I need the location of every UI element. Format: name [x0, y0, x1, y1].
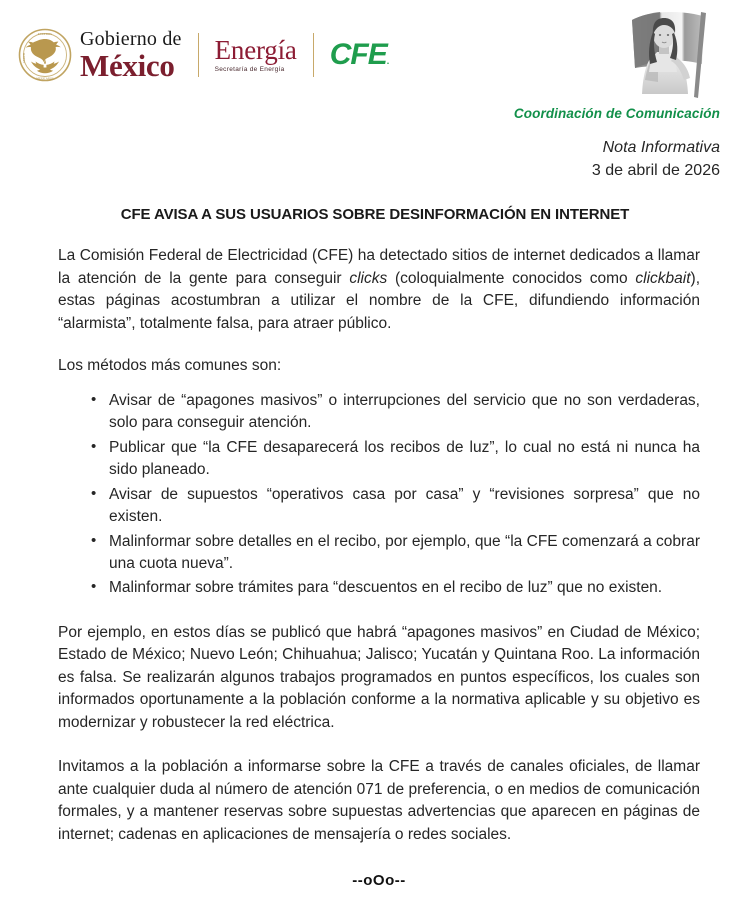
- secretaria-energia-label: Secretaría de Energía: [214, 65, 285, 73]
- logo-divider-2: [313, 33, 314, 77]
- paragraph-intro-part1: La Comisión Federal de Electricidad (CFE) ha detectado sitios de internet dedicados a llamar la atención de la gente para conseguir: [58, 247, 700, 287]
- logo-divider-1: [198, 33, 199, 77]
- paragraph-example: Por ejemplo, en estos días se publicó que habrá “apagones masivos” en Ciudad de México; Estado de México; Nuevo León; Chihuahua; Jalisco; Yucatán y Quintana Roo. La información es falsa. Se realizarán algunos trabajos programados en puntos específicos, los cuales son informados oportunamente a la población conforme a la normativa aplicable y su objetivo es modernizar y robustecer la red eléctrica.: [58, 623, 700, 731]
- list-item: • Avisar de “apagones masivos” o interrupciones del servicio que no son verdaderas, solo para conseguir atención.: [58, 390, 700, 435]
- government-logo-bar: [18, 26, 388, 84]
- paragraph-intro-part2: (coloquialmente conocidos como: [387, 269, 636, 287]
- list-item: • Avisar de supuestos “operativos casa por casa” y “revisiones sorpresa” que no existen.: [58, 484, 700, 529]
- government-logo-text: [80, 29, 182, 81]
- document-type-label: Nota Informativa: [602, 139, 720, 156]
- list-item: • Publicar que “la CFE desaparecerá los recibos de luz”, lo cual no está ni nunca ha sido planeado.: [58, 437, 700, 482]
- document-date: 3 de abril de 2026: [591, 162, 720, 180]
- term-clickbait: clickbait: [635, 269, 691, 287]
- page-header: [0, 0, 750, 130]
- cfe-logo-text: CFE: [329, 38, 387, 71]
- energia-logo: [214, 34, 297, 74]
- paragraph-invitation: Invitamos a la población a informarse sobre la CFE a través de canales oficiales, de llamar ante cualquier duda al número de atención 071 de preferencia, o en medios de comunicación formales, y a mantener reservas sobre supuestas advertencias que aparecen en páginas de internet; cadenas en aplicaciones de mensajería o redes sociales.: [58, 758, 700, 843]
- energia-label: Energía: [214, 34, 297, 65]
- svg-text:MEXICANOS: MEXICANOS: [36, 76, 54, 81]
- svg-text:ESTADOS: ESTADOS: [37, 31, 53, 36]
- methods-list: [58, 390, 700, 600]
- list-item: • Malinformar sobre trámites para “descuentos en el recibo de luz” que no existen.: [58, 577, 700, 599]
- cfe-logo-tm: .: [386, 56, 389, 66]
- mexico-label: México: [80, 48, 175, 83]
- paragraph-intro-part3: ), estas páginas acostumbran a utilizar el nombre de la CFE, difundiendo información “alarmista”, totalmente falsa, para atraer público.: [58, 269, 700, 332]
- coordination-label: Coordinación de Comunicación: [513, 106, 720, 121]
- closing-mark: --oOo--: [352, 872, 406, 890]
- page-title: CFE AVISA A SUS USUARIOS SOBRE DESINFORMACIÓN EN INTERNET: [120, 206, 630, 224]
- paragraph-intro: [58, 245, 700, 335]
- mexican-coat-of-arms-icon: [18, 28, 72, 82]
- term-clicks: clicks: [349, 269, 388, 287]
- document-meta: [0, 136, 750, 182]
- list-item: • Malinformar sobre detalles en el recibo, por ejemplo, que “la CFE comenzará a cobrar una cuota nueva”.: [58, 531, 700, 576]
- woman-with-mexican-flag-illustration: [602, 2, 722, 106]
- svg-text:UNIDOS: UNIDOS: [23, 52, 27, 64]
- cfe-logo: [330, 38, 389, 72]
- document-body: [0, 245, 750, 889]
- methods-intro: Los métodos más comunes son:: [58, 357, 282, 375]
- gobierno-label: Gobierno de: [80, 28, 182, 50]
